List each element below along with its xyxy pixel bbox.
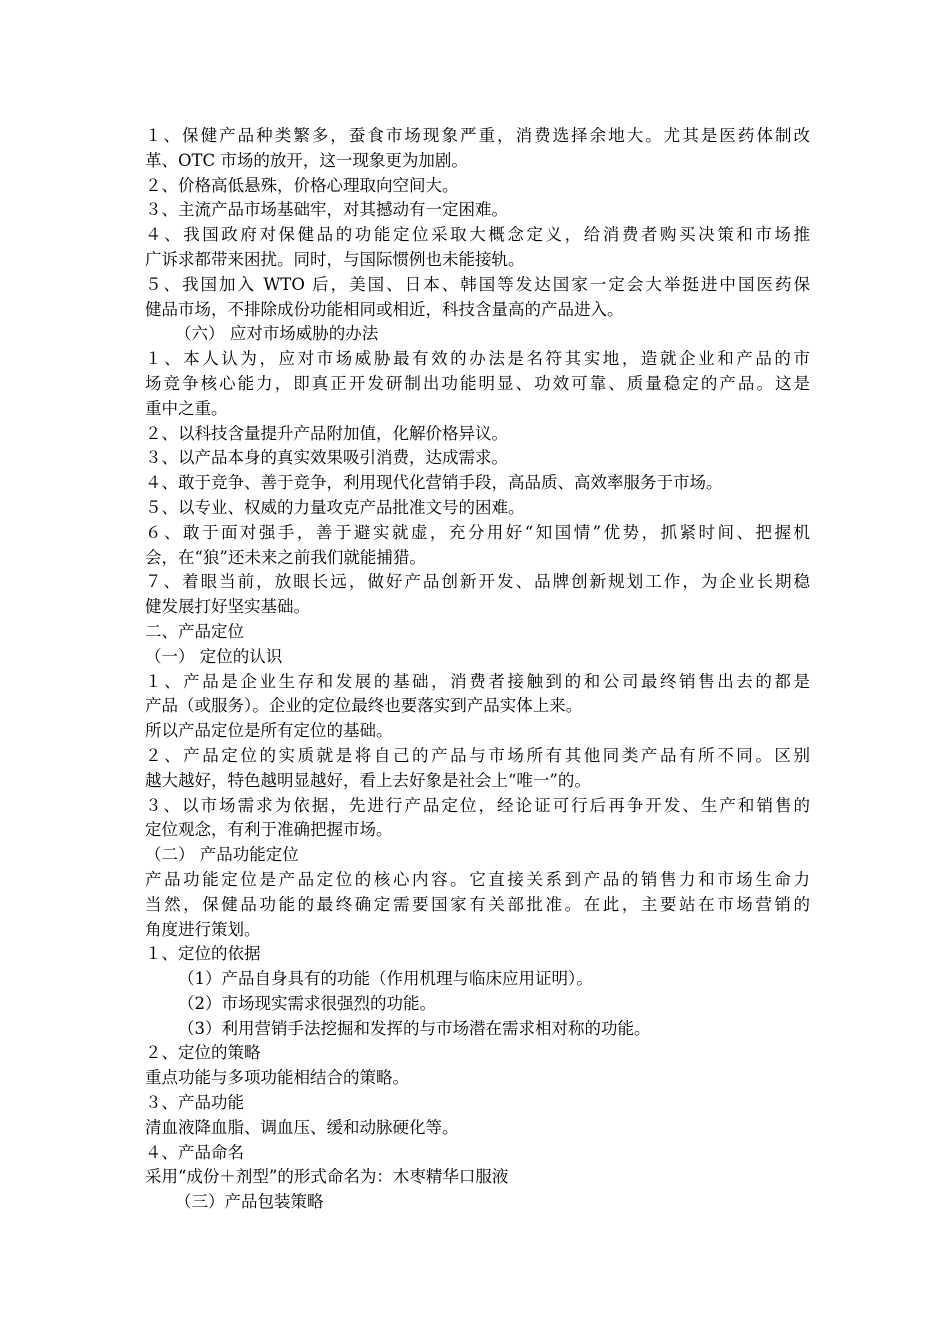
text-line: ２、价格高低悬殊，价格心理取向空间大。 [145,175,459,195]
text-line: 产品（或服务）。企业的定位最终也要落实到产品实体上来。 [145,696,583,716]
text-line: 重点功能与多项功能相结合的策略。 [145,1068,409,1088]
text-line: ３、以市场需求为依据，先进行产品定位，经论证可行后再争开发、生产和销售的 [145,795,810,815]
subsection-heading: （三）产品包装策略 [175,1192,324,1212]
text-line: ２、定位的策略 [145,1043,261,1063]
text-line: 重中之重。 [145,398,228,418]
list-item: （1）产品自身具有的功能（作用机理与临床应用证明）。 [178,969,593,989]
text-line: １、本人认为，应对市场威胁最有效的办法是名符其实地，造就企业和产品的市 [145,349,810,369]
text-line: ３、以产品本身的真实效果吸引消费，达成需求。 [145,448,508,468]
text-line: ５、我国加入 WTO 后，美国、日本、韩国等发达国家一定会大举挺进中国医药保 [145,274,810,294]
document-page [145,124,810,1215]
list-item: （3）利用营销手法挖掘和发挥的与市场潜在需求相对称的功能。 [178,1018,651,1038]
text-line: ３、主流产品市场基础牢，对其撼动有一定困难。 [145,200,508,220]
text-line: 清血液降血脂、调血压、缓和动脉硬化等。 [145,1117,459,1137]
text-line: 健发展打好坚实基础。 [145,597,310,617]
section-heading: 二、产品定位 [145,621,244,641]
text-line: 革、OTC 市场的放开，这一现象更为加剧。 [145,150,468,170]
text-line: 场竞争核心能力，即真正开发研制出功能明显、功效可靠、质量稳定的产品。这是 [145,373,810,393]
text-line: ５、以专业、权威的力量攻克产品批准文号的困难。 [145,497,525,517]
text-line: 定位观念，有利于准确把握市场。 [145,820,393,840]
text-line: １、定位的依据 [145,944,261,964]
text-line: 越大越好，特色越明显越好，看上去好象是社会上“唯一”的。 [145,770,591,790]
text-line: 当然，保健品功能的最终确定需要国家有关部批准。在此，主要站在市场营销的 [145,894,810,914]
subsection-heading: （二） 产品功能定位 [145,845,299,865]
text-line: ４、我国政府对保健品的功能定位采取大概念定义，给消费者购买决策和市场推 [145,225,810,245]
text-line: 健品市场，不排除成份功能相同或相近，科技含量高的产品进入。 [145,299,624,319]
text-line: １、产品是企业生存和发展的基础，消费者接触到的和公司最终销售出去的都是 [145,671,810,691]
text-line: １、保健产品种类繁多，蚕食市场现象严重，消费选择余地大。尤其是医药体制改 [145,126,810,145]
section-heading: （六） 应对市场威胁的办法 [175,324,379,344]
list-item: （2）市场现实需求很强烈的功能。 [178,993,436,1013]
text-line: 角度进行策划。 [145,919,261,939]
text-line: ４、敢于竞争、善于竞争，利用现代化营销手段，高品质、高效率服务于市场。 [145,473,723,493]
subsection-heading: （一） 定位的认识 [145,646,283,666]
text-line: ３、产品功能 [145,1093,244,1113]
text-line: ７、着眼当前，放眼长远，做好产品创新开发、品牌创新规划工作，为企业长期稳 [145,572,810,592]
text-line: ６、敢于面对强手，善于避实就虚，充分用好“知国情”优势，抓紧时间、把握机 [145,522,810,542]
text-line: 广诉求都带来困扰。同时，与国际惯例也未能接轨。 [145,249,525,269]
text-line: 所以产品定位是所有定位的基础。 [145,721,393,741]
text-line: 会，在“狼”还未来之前我们就能捕猎。 [145,547,426,567]
text-line: ４、产品命名 [145,1142,244,1162]
text-line: 采用“成份＋剂型”的形式命名为：木枣精华口服液 [145,1167,509,1187]
text-line: ２、产品定位的实质就是将自己的产品与市场所有其他同类产品有所不同。区别 [145,745,810,765]
text-line: ２、以科技含量提升产品附加值，化解价格异议。 [145,423,508,443]
text-line: 产品功能定位是产品定位的核心内容。它直接关系到产品的销售力和市场生命力 [145,869,810,889]
